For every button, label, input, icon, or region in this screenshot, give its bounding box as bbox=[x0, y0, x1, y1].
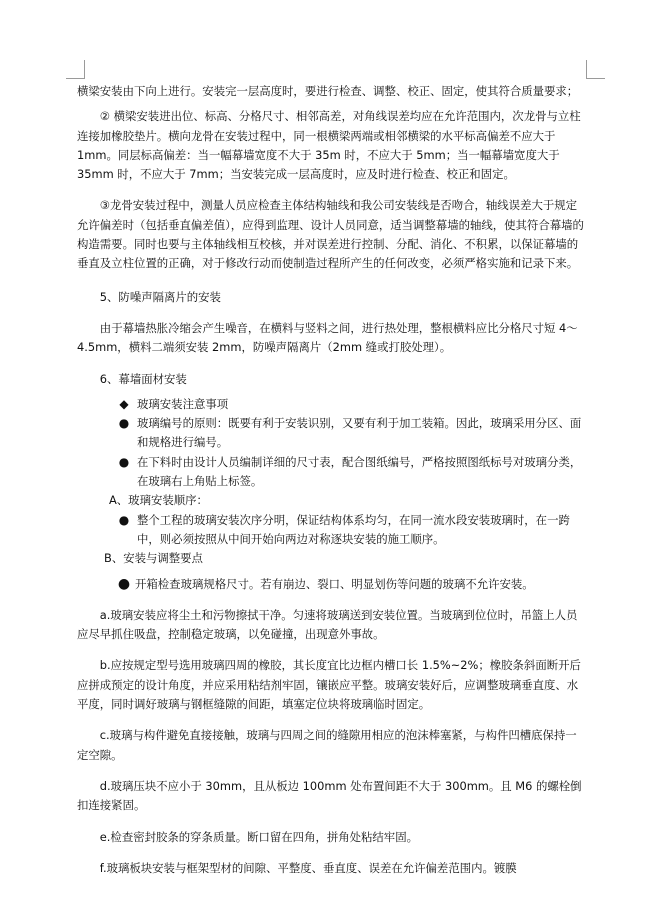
subheading-install-order: A、玻璃安装顺序： bbox=[109, 493, 208, 508]
dot-bullet-icon: ● bbox=[117, 575, 131, 592]
dot-bullet-icon: ● bbox=[118, 416, 130, 431]
paragraph-step-f: f.玻璃板块安装与框架型材的间隙、平整度、垂直度、误差在允许偏差范围内。镀膜 bbox=[99, 860, 517, 875]
paragraph-crossbeam-install: 横梁安装由下向上进行。安装完一层高度时，要进行检查、调整、校正、固定，使其符合质量要求； bbox=[77, 84, 579, 98]
list-item bbox=[77, 395, 585, 414]
list-item-text: 在下料时由设计人员编制详细的尺寸表，配合图纸编号，严格按照图纸标号对玻璃分类，在玻璃右上角贴上标签。 bbox=[137, 454, 582, 489]
list-item bbox=[77, 453, 585, 492]
list-item bbox=[77, 575, 585, 594]
dot-bullet-icon: ● bbox=[118, 512, 130, 527]
paragraph-step-b: b.应按规定型号选用玻璃四周的橡胶，其长度宜比边框内槽口长 1.5%~2%；橡胶条斜面断开后应拼成预定的设计角度，并应采用粘结剂牢固，镶嵌应平整。玻璃安装好后，应调整玻璃垂直度、水平度，同时调好玻璃与钢框缝隙的间距，填塞定位块将玻璃临时固定。 bbox=[77, 658, 581, 712]
page-body bbox=[77, 82, 585, 878]
paragraph-crossbeam-tolerance: ② 横梁安装进出位、标高、分格尺寸、相邻高差，对角线误差均应在允许范围内，次龙骨与立柱连接加橡胶垫片。横向龙骨在安装过程中，同一根横梁两端或相邻横梁的水平标高偏差不应大于 1mm。同层标高偏差：当一幅幕墙宽度不大于 35m 时，不应大于 5mm；当一幅幕墙宽度大于 35mm 时，不应大于 7mm；当安装完成一层高度时，应及时进行检查、校正和固定。 bbox=[77, 109, 581, 182]
heading-section-5: 5、防噪声隔离片的安装 bbox=[99, 289, 221, 304]
paragraph-keel-survey: ③龙骨安装过程中，测量人员应检查主体结构轴线和我公司安装线是否吻合，轴线误差大于规定允许偏差时（包括垂直偏差值），应得到监理、设计人员同意，适当调整幕墙的轴线，使其符合幕墙的构造需要。同时也要与主体轴线相互校核，并对误差进行控制、分配、消化、不积累，以保证幕墙的垂直及立柱位置的正确，对于修改行动而使制造过程所产生的任何改变，必须严格实施和记录下来。 bbox=[77, 198, 584, 271]
subheading-install-adjust: B、安装与调整要点 bbox=[104, 551, 203, 566]
paragraph-step-c: c.玻璃与构件避免直接接触，玻璃与四周之间的缝隙用相应的泡沫棒塞紧，与构件凹槽底保持一定空隙。 bbox=[77, 728, 577, 762]
paragraph-step-e: e.检查密封胶条的穿条质量。断口留在四角，拼角处粘结牢固。 bbox=[99, 829, 418, 844]
margin-corner-mark-left bbox=[66, 60, 85, 79]
paragraph-noise-isolation: 由于幕墙热胀冷缩会产生噪音，在横料与竖料之间，进行热处理，整根横料应比分格尺寸短 4～4.5mm，横料二端须安装 2mm，防噪声隔离片（2mm 缝或打胶处理）。 bbox=[77, 320, 578, 355]
list-item-text: 玻璃安装注意事项 bbox=[137, 396, 229, 411]
list-item bbox=[77, 414, 585, 453]
diamond-bullet-icon: ◆ bbox=[119, 396, 129, 411]
list-item bbox=[77, 511, 585, 550]
paragraph-step-a: a.玻璃安装应将尘土和污物擦拭干净。匀速将玻璃送到安装位置。当玻璃到位位时，吊篮上人员应尽早抓住吸盘，控制稳定玻璃，以免碰撞，出现意外事故。 bbox=[77, 607, 578, 642]
heading-section-6: 6、幕墙面材安装 bbox=[99, 371, 187, 386]
list-item-text: 整个工程的玻璃安装次序分明，保证结构体系均匀，在同一流水段安装玻璃时，在一跨中，则必须按照从中间开始向两边对称逐块安装的施工顺序。 bbox=[137, 512, 570, 546]
margin-corner-mark-right bbox=[586, 60, 605, 79]
paragraph-step-d: d.玻璃压块不应小于 30mm，且从板边 100mm 处布置间距不大于 300mm。且 M6 的螺栓倒扣连接紧固。 bbox=[77, 778, 582, 813]
dot-bullet-icon: ● bbox=[118, 454, 130, 469]
list-item-text: 开箱检查玻璃规格尺寸。若有崩边、裂口、明显划伤等问题的玻璃不允许安装。 bbox=[135, 576, 534, 591]
list-item-text: 玻璃编号的原则：既要有利于安装识别，又要有利于加工装箱。因此，玻璃采用分区、面和规格进行编号。 bbox=[137, 416, 582, 450]
